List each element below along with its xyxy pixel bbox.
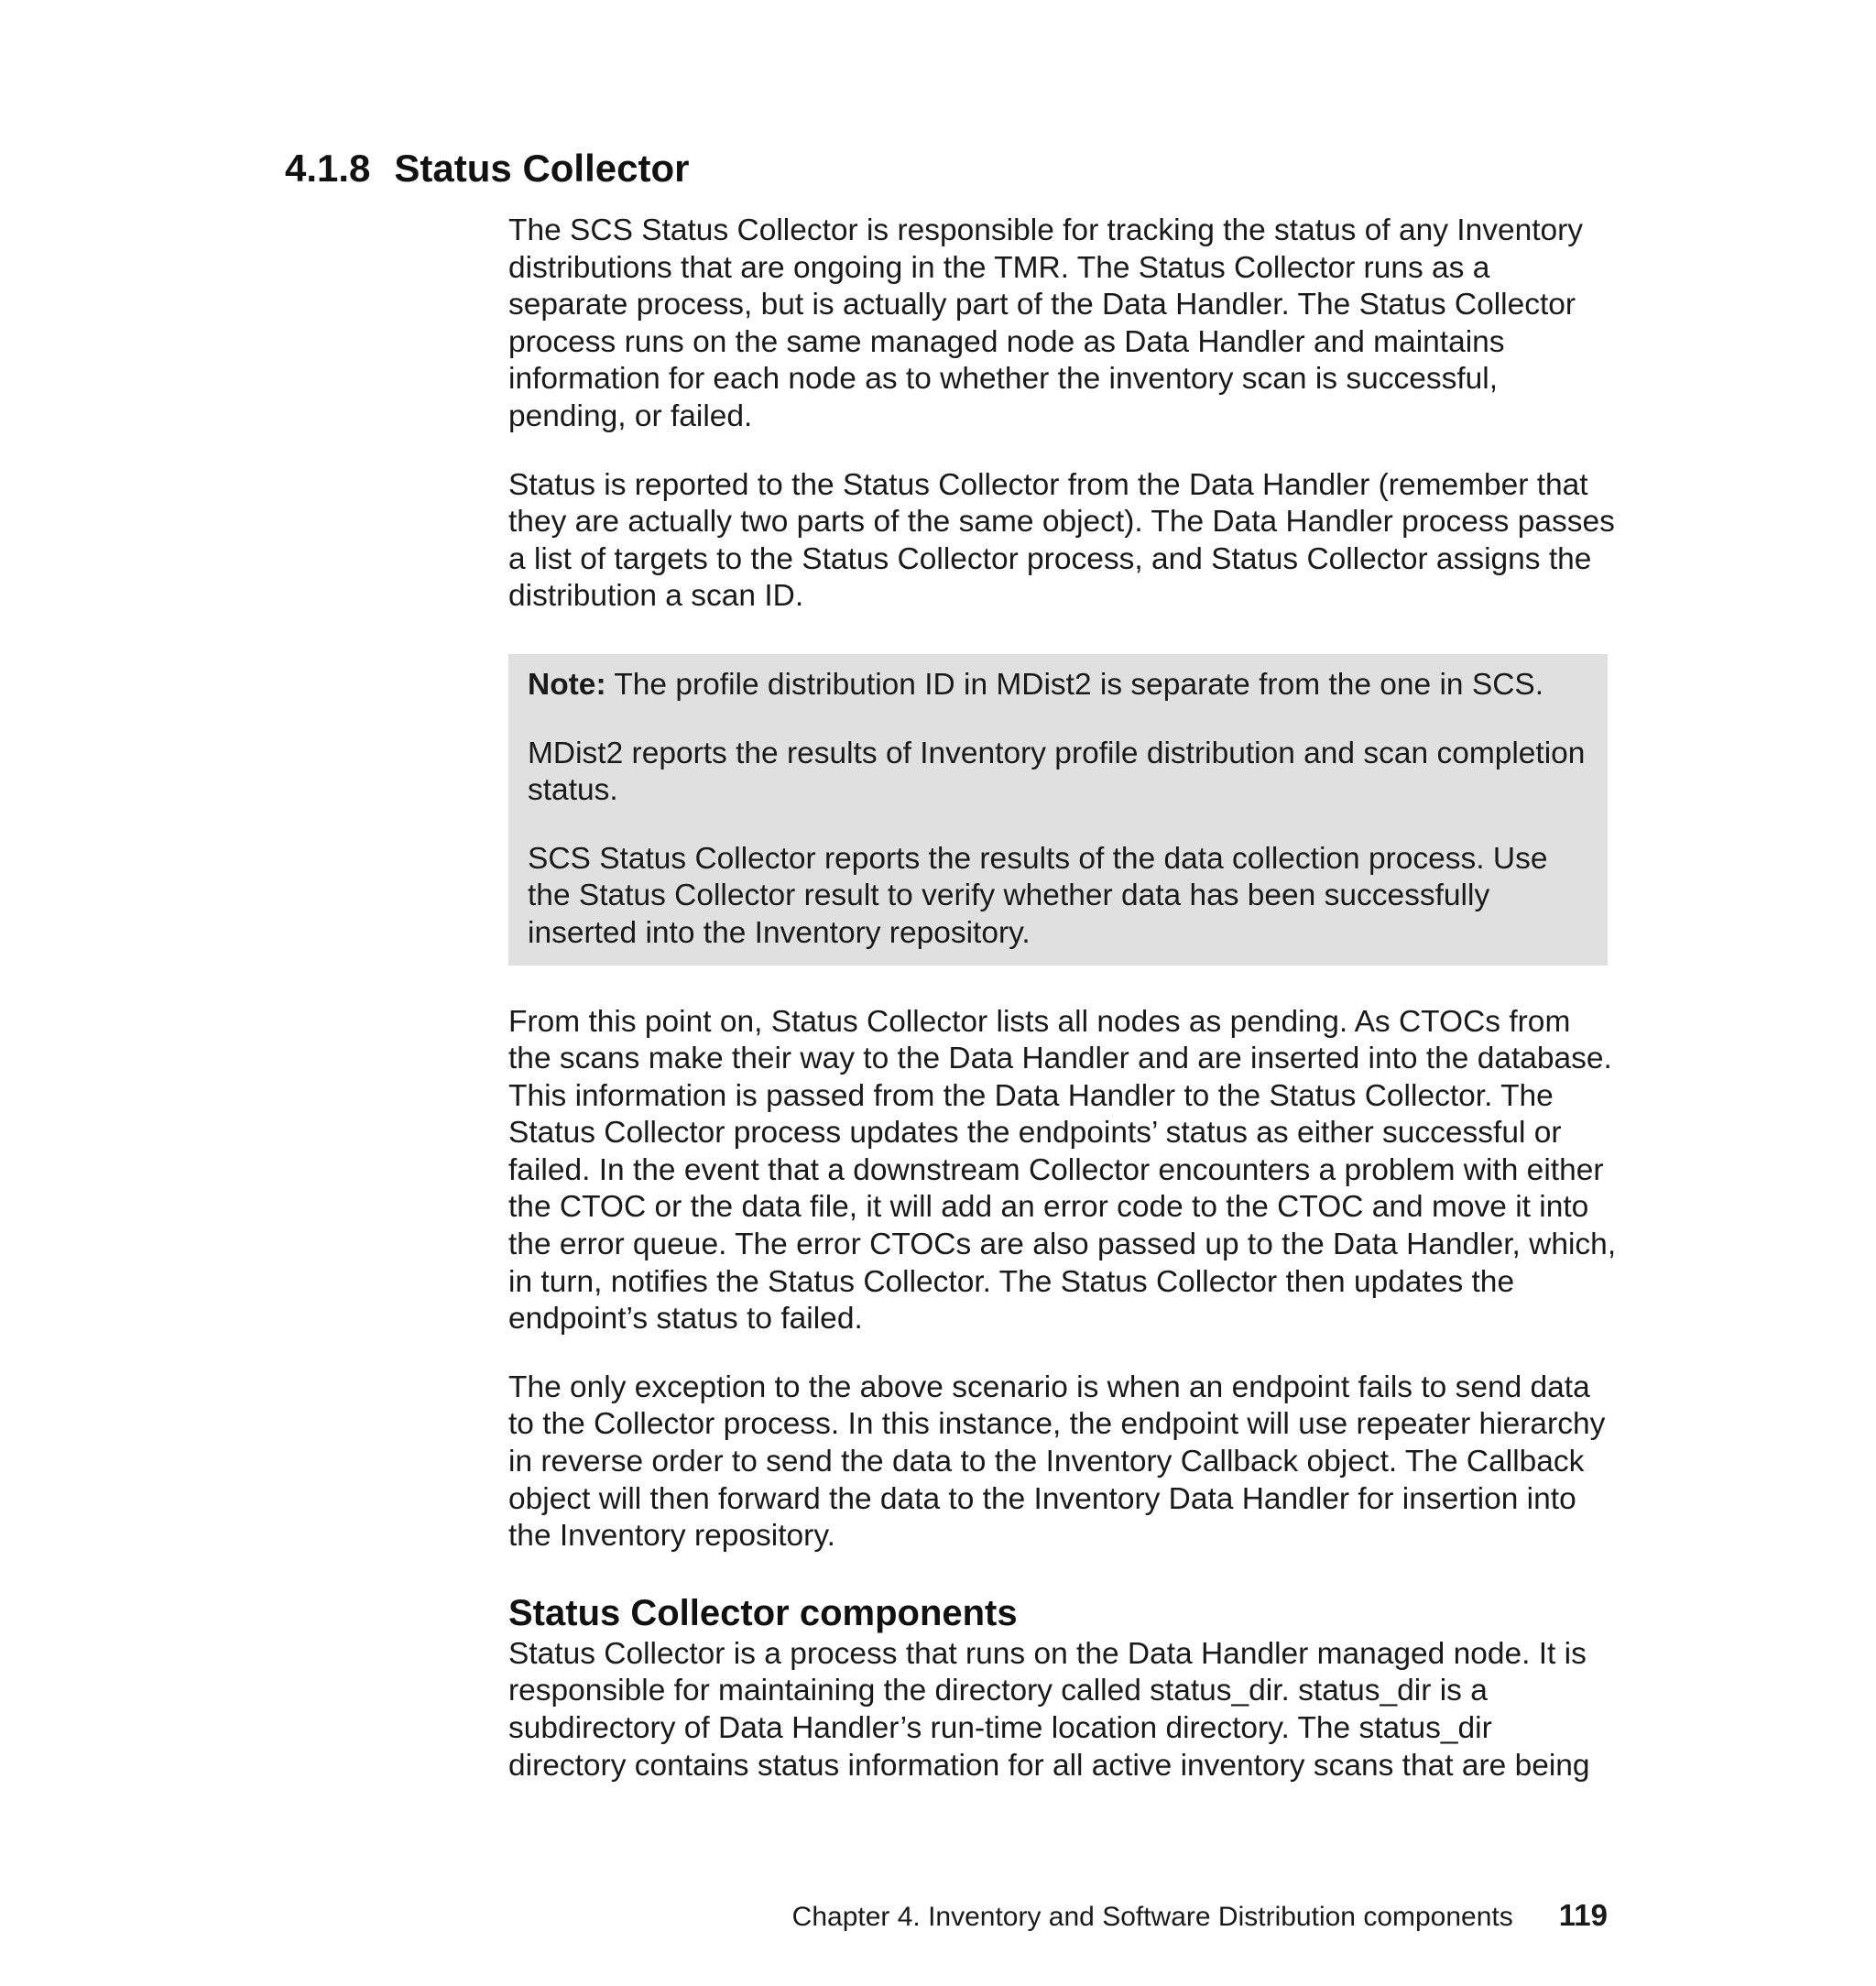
page-footer bbox=[792, 1899, 1608, 1934]
subsection-heading: Status Collector components bbox=[508, 1592, 1018, 1633]
paragraph-1: The SCS Status Collector is responsible for tracking the status of any Inventory distributions that are ongoing in the TMR. The Status Collector runs as a separate process, but is actually part of the Data Handler. The Status Collector process runs on the same managed node as Data Handler and maintains information for each node as to whether the inventory scan is successful, pending, or failed. bbox=[508, 213, 1584, 433]
section-title: Status Collector bbox=[394, 147, 690, 190]
note-text-3: SCS Status Collector reports the results of the data collection process. Use the Status Collector result to verify whether data has been successfully inserted into the Inventory repository. bbox=[528, 841, 1548, 950]
paragraph-4: The only exception to the above scenario is when an endpoint fails to send data to the Collector process. In this instance, the endpoint will use repeater hierarchy in reverse order to send the data to the Inventory Callback object. The Callback object will then forward the data to the Inventory Data Handler for insertion into the Inventory repository. bbox=[508, 1369, 1606, 1554]
note-text-2: MDist2 reports the results of Inventory profile distribution and scan completion status. bbox=[528, 736, 1586, 808]
paragraph-2: Status is reported to the Status Collector from the Data Handler (remember that they are actually two parts of the same object). The Data Handler process passes a list of targets to the Status Collector process, and Status Collector assigns the distribution a scan ID. bbox=[508, 467, 1615, 614]
note-line-1 bbox=[528, 667, 1587, 704]
subsection-paragraph: Status Collector is a process that runs on the Data Handler managed node. It is responsible for maintaining the directory called status_dir. status_dir is a subdirectory of Data Handler’s run-time location directory. The status_dir directory contains status information for all active inventory scans that are being bbox=[508, 1636, 1590, 1783]
note-label: Note: bbox=[528, 667, 606, 702]
note-text-1: The profile distribution ID in MDist2 is separate from the one in SCS. bbox=[614, 667, 1544, 702]
section-number: 4.1.8 bbox=[285, 147, 371, 190]
page-number: 119 bbox=[1558, 1898, 1608, 1932]
paragraph-3: From this point on, Status Collector lists all nodes as pending. As CTOCs from the scans make their way to the Data Handler and are inserted into the database. This information is passed from the Data Handler to the Status Collector. The Status Collector process updates the endpoints’ status as either successful or failed. In the event that a downstream Collector encounters a problem with either the CTOC or the data file, it will add an error code to the CTOC and move it into the error queue. The error CTOCs are also passed up to the Data Handler, which, in turn, notifies the Status Collector. The Status Collector then updates the endpoint’s status to failed. bbox=[508, 1004, 1617, 1337]
footer-chapter: Chapter 4. Inventory and Software Distribution components bbox=[791, 1902, 1513, 1932]
section-heading bbox=[285, 145, 689, 192]
note-box bbox=[508, 654, 1608, 966]
main-content bbox=[508, 213, 1617, 1784]
